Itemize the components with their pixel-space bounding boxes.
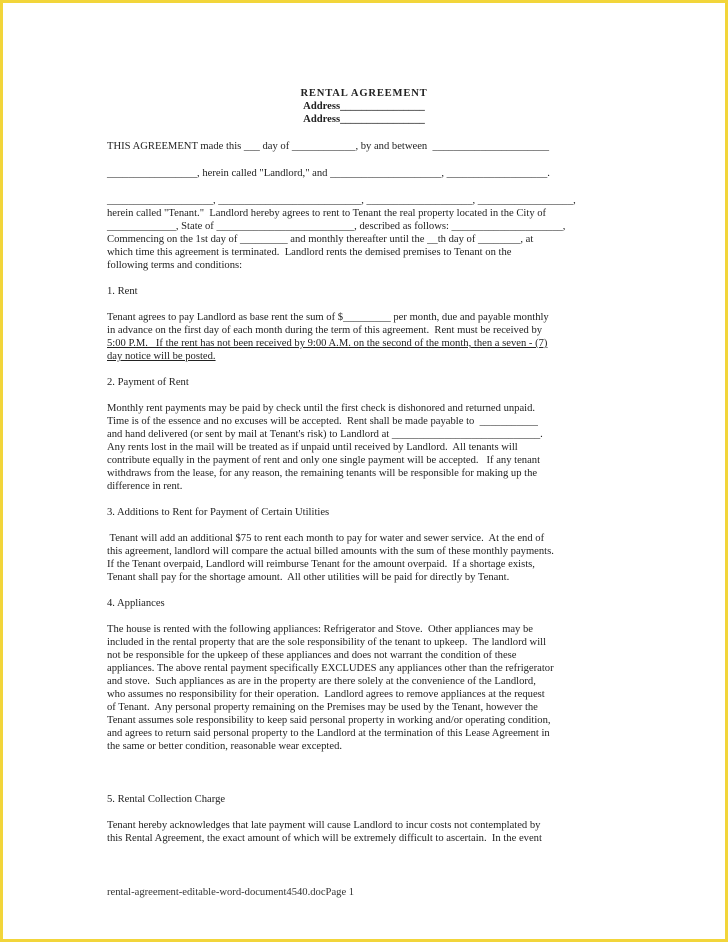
intro-line: following terms and conditions:	[107, 260, 243, 271]
body-line: withdraws from the lease, for any reason, the remaining tenants will be responsible for making up the	[107, 468, 538, 479]
title-block	[107, 87, 621, 126]
body-line: Monthly rent payments may be paid by check until the first check is dishonored and returned unpaid.	[107, 403, 536, 414]
body-line: included in the rental property that are the sole responsibility of the tenant to upkeep. The landlord will	[107, 637, 547, 648]
body-line: Tenant will add an additional $75 to rent each month to pay for water and sewer service. At the end of	[107, 533, 545, 544]
section-body-appliances	[107, 623, 621, 753]
body-line: difference in rent.	[107, 481, 183, 492]
intro-line: ____________________, ___________________________, ____________________, __________________,	[107, 195, 576, 206]
body-line: of Tenant. Any personal property remaining on the Premises may be used by the Tenant, however the	[107, 702, 538, 713]
document-title: RENTAL AGREEMENT	[300, 88, 428, 99]
intro-line: which time this agreement is terminated. Landlord rents the demised premises to Tenant on the	[107, 247, 512, 258]
section-body-rental-collection-charge	[107, 819, 621, 845]
body-line: not be responsible for the upkeep of these appliances and does not warrant the condition of these	[107, 650, 517, 661]
address-line-1: Address________________	[303, 101, 425, 112]
body-line: this agreement, landlord will compare the actual billed amounts with the sum of these monthly payments.	[107, 546, 554, 557]
section-heading-utilities: 3. Additions to Rent for Payment of Certain Utilities	[107, 507, 330, 518]
section-body-rent	[107, 311, 621, 363]
body-line: this Rental Agreement, the exact amount of which will be extremely difficult to ascertain. In the event	[107, 833, 542, 844]
body-line: in advance on the first day of each month during the term of this agreement. Rent must be received by	[107, 325, 543, 336]
body-line: and hand delivered (or sent by mail at Tenant's risk) to Landlord at ____________________________.	[107, 429, 543, 440]
intro-line: THIS AGREEMENT made this ___ day of ____________, by and between ______________________	[107, 141, 550, 152]
body-line: and stove. Such appliances as are in the property are there solely at the convenience of the Landlord,	[107, 676, 536, 687]
intro-line: _____________, State of __________________________, described as follows: _____________________,	[107, 221, 566, 232]
address-line-2: Address________________	[303, 114, 425, 125]
body-line: Any rents lost in the mail will be treated as if unpaid until received by Landlord. All tenants will	[107, 442, 518, 453]
body-line: who assumes no responsibility for their operation. Landlord agrees to remove appliances at the request	[107, 689, 545, 700]
body-line: and agrees to return said personal property to the Landlord at the termination of this Lease Agreement in	[107, 728, 550, 739]
body-line: Tenant shall pay for the shortage amount. All other utilities will be paid for directly by Tenant.	[107, 572, 510, 583]
intro-paragraph	[107, 140, 621, 272]
intro-line: Commencing on the 1st day of _________ and monthly thereafter until the __th day of ________, at	[107, 234, 534, 245]
body-line: Tenant assumes sole responsibility to keep said personal property in working and/or operating condition,	[107, 715, 551, 726]
body-line: Time is of the essence and no excuses will be accepted. Rent shall be made payable to ___________	[107, 416, 538, 427]
body-line: Tenant agrees to pay Landlord as base rent the sum of $_________ per month, due and payable monthly	[107, 312, 549, 323]
body-line: 5:00 P.M. If the rent has not been received by 9:00 A.M. on the second of the month, then a seven - (7)	[107, 338, 548, 349]
body-line: If the Tenant overpaid, Landlord will reimburse Tenant for the amount overpaid. If a shortage exists,	[107, 559, 535, 570]
document-body	[107, 87, 621, 845]
section-heading-appliances: 4. Appliances	[107, 598, 165, 609]
body-line: Tenant hereby acknowledges that late payment will cause Landlord to incur costs not contemplated by	[107, 820, 541, 831]
page-footer: rental-agreement-editable-word-document4540.docPage 1	[107, 887, 355, 898]
intro-line: _________________, herein called "Landlord," and _____________________, ___________________.	[107, 168, 550, 179]
body-line: The house is rented with the following appliances: Refrigerator and Stove. Other appliances may be	[107, 624, 533, 635]
body-line: contribute equally in the payment of rent and only one single payment will be accepted. If any tenant	[107, 455, 541, 466]
intro-line: herein called "Tenant." Landlord hereby agrees to rent to Tenant the real property located in the City of	[107, 208, 547, 219]
body-line: the same or better condition, reasonable wear excepted.	[107, 741, 343, 752]
document-page	[3, 3, 725, 939]
section-heading-rental-collection-charge: 5. Rental Collection Charge	[107, 794, 226, 805]
section-heading-rent: 1. Rent	[107, 286, 138, 297]
section-body-utilities	[107, 532, 621, 584]
section-heading-payment-of-rent: 2. Payment of Rent	[107, 377, 189, 388]
body-line: appliances. The above rental payment specifically EXCLUDES any appliances other than the refrigerator	[107, 663, 554, 674]
body-line: day notice will be posted.	[107, 351, 216, 362]
section-body-payment-of-rent	[107, 402, 621, 493]
